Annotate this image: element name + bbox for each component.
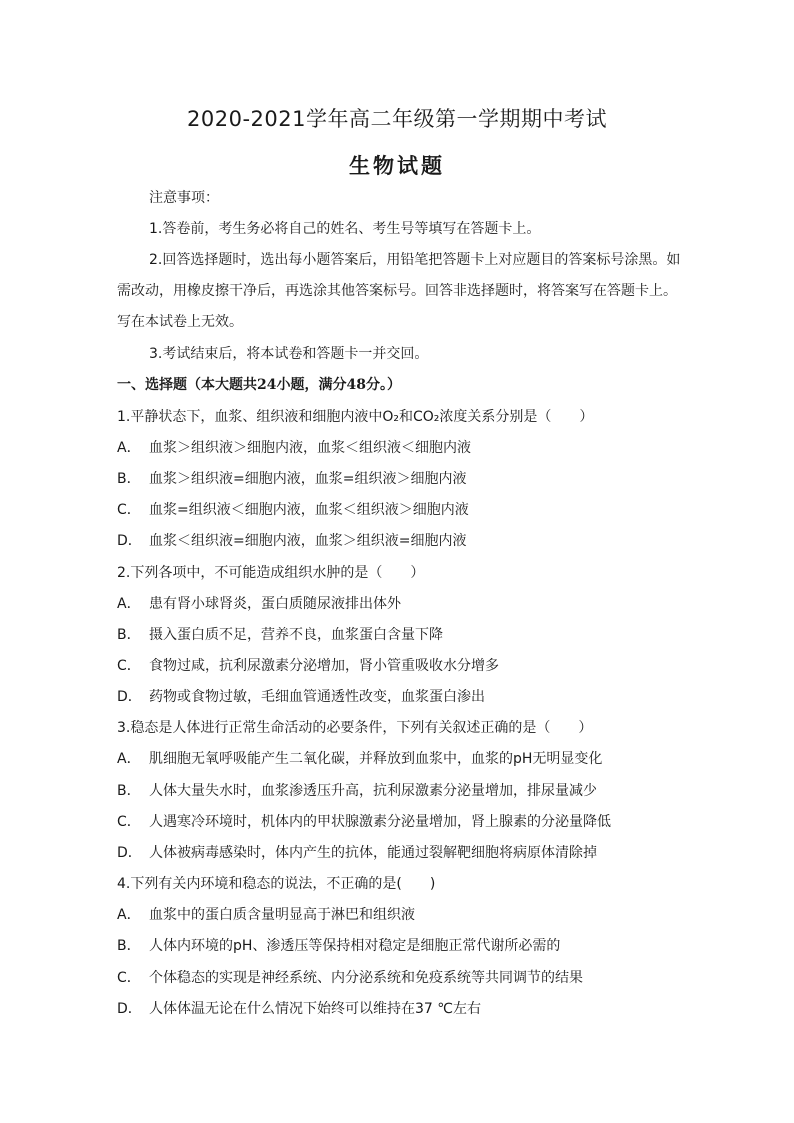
- option-label: D．: [117, 533, 142, 549]
- option-label: A．: [117, 751, 141, 767]
- question-stem: 2.下列各项中，不可能造成组织水肿的是（ ）: [117, 565, 425, 581]
- option-label: B．: [117, 783, 141, 799]
- option-label: C．: [117, 658, 141, 674]
- option-text: 摄入蛋白质不足，营养不良，血浆蛋白含量下降: [149, 627, 443, 643]
- question-option: [117, 470, 466, 488]
- question-option: [117, 688, 485, 706]
- option-text: 药物或食物过敏，毛细血管通透性改变，血浆蛋白渗出: [149, 689, 485, 705]
- question-option: [117, 595, 401, 613]
- option-text: 个体稳态的实现是神经系统、内分泌系统和免疫系统等共同调节的结果: [149, 970, 583, 986]
- option-label: B．: [117, 471, 141, 487]
- exam-title: 2020-2021学年高二年级第一学期期中考试: [187, 107, 607, 131]
- question-option: [117, 439, 471, 457]
- note-item-2-line-3: 写在本试卷上无效。: [117, 314, 243, 330]
- option-text: 人遇寒冷环境时，机体内的甲状腺激素分泌量增加，肾上腺素的分泌量降低: [149, 814, 611, 830]
- question-option: [117, 813, 611, 831]
- question-option: [117, 969, 583, 987]
- option-text: 肌细胞无氧呼吸能产生二氧化碳，并释放到血浆中，血浆的pH无明显变化: [149, 751, 603, 767]
- option-label: A．: [117, 596, 141, 612]
- question-stem: 1.平静状态下，血浆、组织液和细胞内液中O₂和CO₂浓度关系分别是（ ）: [117, 409, 594, 425]
- subject-title: 生物试题: [349, 153, 445, 178]
- question-option: [117, 750, 602, 768]
- question-option: [117, 937, 560, 955]
- note-item-2-line-1: 2.回答选择题时，选出每小题答案后，用铅笔把答题卡上对应题目的答案标号涂黑。如: [149, 252, 681, 268]
- question-stem: 4.下列有关内环境和稳态的说法，不正确的是( ): [117, 876, 436, 892]
- option-text: 食物过咸，抗利尿激素分泌增加，肾小管重吸收水分增多: [149, 658, 499, 674]
- option-text: 人体被病毒感染时，体内产生的抗体，能通过裂解靶细胞将病原体清除掉: [149, 845, 597, 861]
- question-stem: 3.稳态是人体进行正常生命活动的必要条件，下列有关叙述正确的是（ ）: [117, 720, 593, 736]
- option-label: B．: [117, 938, 141, 954]
- question-option: [117, 501, 469, 519]
- option-label: D．: [117, 845, 142, 861]
- option-text: 人体内环境的pH、渗透压等保持相对稳定是细胞正常代谢所必需的: [149, 938, 561, 954]
- question-option: [117, 532, 466, 550]
- option-text: 血浆中的蛋白质含量明显高于淋巴和组织液: [149, 907, 415, 923]
- question-option: [117, 626, 443, 644]
- question-option: [117, 782, 597, 800]
- option-text: 血浆＜组织液=细胞内液，血浆＞组织液=细胞内液: [149, 533, 467, 549]
- option-label: A．: [117, 440, 141, 456]
- option-label: C．: [117, 814, 141, 830]
- question-option: [117, 844, 597, 862]
- option-label: B．: [117, 627, 141, 643]
- question-option: [117, 1000, 481, 1018]
- option-text: 患有肾小球肾炎，蛋白质随尿液排出体外: [149, 596, 401, 612]
- option-text: 血浆＞组织液=细胞内液，血浆=组织液＞细胞内液: [149, 471, 467, 487]
- option-label: D．: [117, 689, 142, 705]
- note-item-1: 1.答卷前，考生务必将自己的姓名、考生号等填写在答题卡上。: [149, 221, 541, 237]
- option-label: C．: [117, 970, 141, 986]
- option-text: 血浆=组织液＜细胞内液，血浆＜组织液＞细胞内液: [149, 502, 469, 518]
- option-text: 人体大量失水时，血浆渗透压升高，抗利尿激素分泌量增加，排尿量减少: [149, 783, 597, 799]
- note-item-3: 3.考试结束后，将本试卷和答题卡一并交回。: [149, 346, 429, 362]
- note-item-2-line-2: 需改动，用橡皮擦干净后，再选涂其他答案标号。回答非选择题时，将答案写在答题卡上。: [117, 283, 677, 299]
- option-label: A．: [117, 907, 141, 923]
- option-text: 血浆＞组织液＞细胞内液，血浆＜组织液＜细胞内液: [149, 440, 471, 456]
- option-label: C．: [117, 502, 141, 518]
- option-label: D．: [117, 1001, 142, 1017]
- section-heading: 一、选择题（本大题共24小题，满分48分。）: [117, 377, 401, 393]
- question-option: [117, 657, 499, 675]
- notes-heading: 注意事项：: [149, 190, 219, 206]
- question-option: [117, 906, 415, 924]
- option-text: 人体体温无论在什么情况下始终可以维持在37 ℃左右: [149, 1001, 481, 1017]
